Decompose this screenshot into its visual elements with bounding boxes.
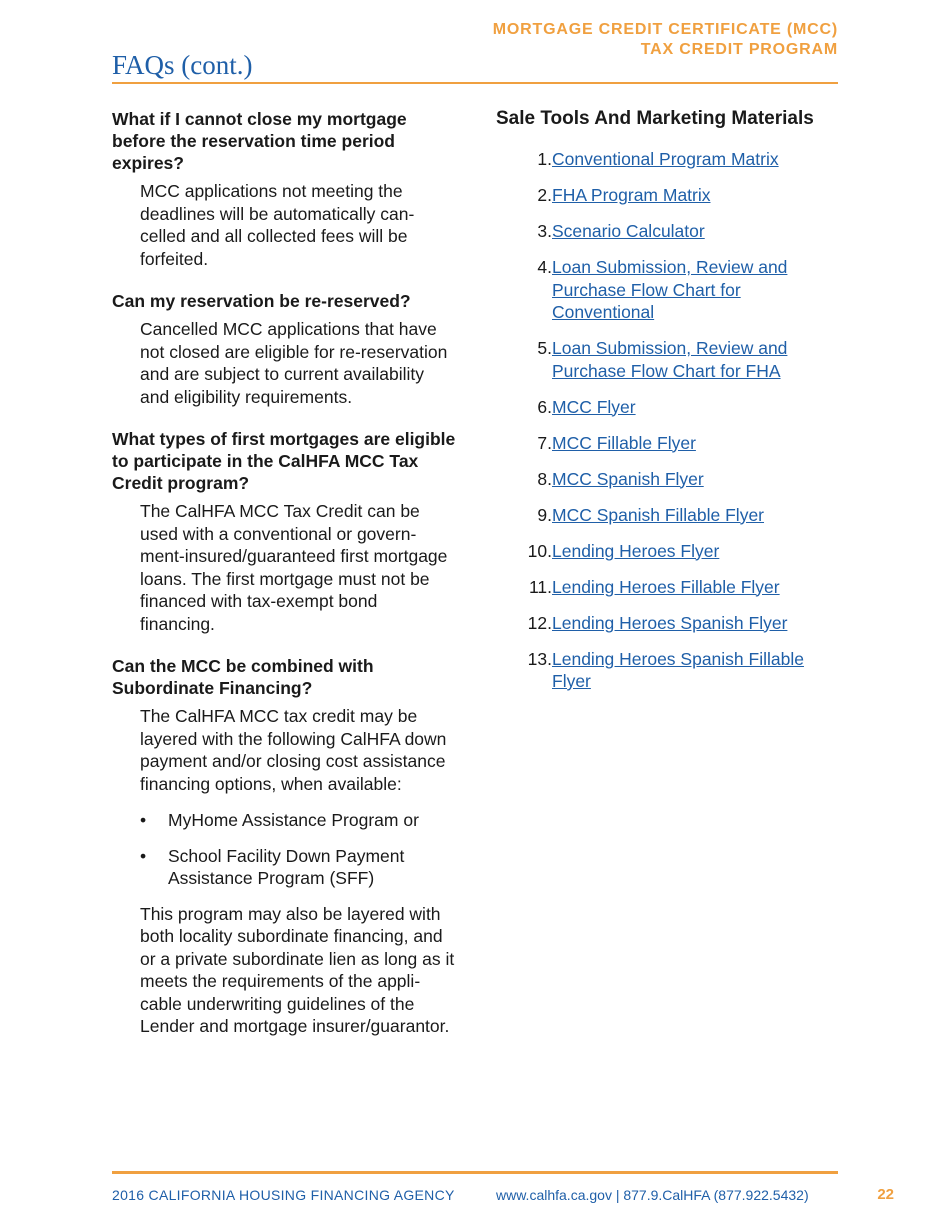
- tool-link[interactable]: FHA Program Matrix: [552, 185, 711, 205]
- faq-answer: The CalHFA MCC Tax Credit can be used with a conventional or govern-ment-insured/guaranteed first mortgage loans. The first mortgage must not be financed with tax-exempt bond financing.: [140, 501, 448, 634]
- tool-link[interactable]: Lending Heroes Fillable Flyer: [552, 576, 780, 597]
- footer-divider: [112, 1171, 838, 1174]
- item-number: 4.: [537, 257, 552, 277]
- item-number: 5.: [537, 338, 552, 358]
- faq-item: [112, 108, 457, 270]
- list-item: [496, 576, 841, 599]
- faq-item: [112, 655, 457, 1038]
- list-item: [496, 184, 841, 207]
- list-item: [496, 220, 841, 243]
- list-item-text: School Facility Down Payment Assistance Program (SFF): [168, 845, 405, 888]
- footer-contact: www.calhfa.ca.gov | 877.9.CalHFA (877.922.5432): [496, 1187, 809, 1203]
- list-item: [140, 845, 457, 890]
- tool-link[interactable]: Lending Heroes Flyer: [552, 540, 720, 561]
- list-item: [496, 504, 841, 527]
- item-number: 13.: [527, 648, 552, 669]
- tool-link[interactable]: Loan Submission, Review and Purchase Flow Chart for FHA: [552, 338, 788, 381]
- faq-question: Can my reservation be re-reserved?: [112, 291, 411, 311]
- tool-link[interactable]: Lending Heroes Spanish Flyer: [552, 612, 788, 633]
- tool-link[interactable]: Lending Heroes Spanish Fillable Flyer: [552, 648, 804, 691]
- faq-column: [112, 108, 457, 1058]
- list-item: [496, 612, 841, 635]
- faq-question: What if I cannot close my mortgage before the reservation time period expires?: [112, 109, 407, 173]
- item-number: 11.: [528, 576, 552, 597]
- footer-agency: 2016 CALIFORNIA HOUSING FINANCING AGENCY: [112, 1187, 455, 1203]
- tool-link[interactable]: Scenario Calculator: [552, 221, 705, 241]
- list-item: [496, 540, 841, 563]
- faq-item: [112, 428, 457, 635]
- financing-options-list: [140, 809, 457, 890]
- page-title: FAQs (cont.): [112, 50, 253, 80]
- item-number: 12.: [527, 612, 552, 633]
- item-number: 2.: [537, 185, 552, 205]
- header-divider: [112, 82, 838, 84]
- item-number: 10.: [527, 540, 552, 561]
- item-number: 8.: [537, 468, 552, 489]
- faq-item: [112, 290, 457, 408]
- list-item: [496, 432, 841, 455]
- item-number: 9.: [537, 504, 552, 525]
- list-item: [496, 337, 841, 382]
- tools-column: [496, 108, 841, 706]
- item-number: 6.: [537, 396, 552, 417]
- bullet-icon: •: [140, 810, 147, 830]
- item-number: 1.: [537, 149, 552, 169]
- faq-question: What types of first mortgages are eligible to participate in the CalHFA MCC Tax Credit program?: [112, 429, 456, 493]
- list-item: [496, 256, 841, 324]
- program-title-line1: MORTGAGE CREDIT CERTIFICATE (MCC): [492, 21, 838, 38]
- tools-list: [496, 148, 841, 693]
- tool-link[interactable]: Loan Submission, Review and Purchase Flow Chart for Conventional: [552, 257, 788, 322]
- tools-heading: Sale Tools And Marketing Materials: [496, 108, 814, 129]
- faq-answer-continued: This program may also be layered with both locality subordinate financing, and or a private subordinate lien as long as it meets the requirements of the appli-cable underwriting guidelines of the Lender and mortgage insurer/guarantor.: [140, 903, 455, 1036]
- list-item-text: MyHome Assistance Program or: [168, 810, 419, 830]
- item-number: 3.: [537, 221, 552, 241]
- item-number: 7.: [537, 432, 552, 453]
- tool-link[interactable]: MCC Spanish Fillable Flyer: [552, 504, 765, 525]
- program-title-line2: TAX CREDIT PROGRAM: [640, 41, 838, 58]
- faq-answer: MCC applications not meeting the deadlines will be automatically can-celled and all collected fees will be forfeited.: [140, 181, 415, 269]
- tool-link[interactable]: MCC Flyer: [552, 396, 636, 417]
- list-item: [496, 648, 841, 693]
- list-item: [496, 396, 841, 419]
- list-item: [140, 809, 457, 832]
- faq-answer: The CalHFA MCC tax credit may be layered with the following CalHFA down payment and/or closing cost assistance financing options, when available:: [140, 706, 447, 794]
- bullet-icon: •: [140, 845, 147, 866]
- page-number: 22: [877, 1186, 894, 1203]
- tool-link[interactable]: MCC Spanish Flyer: [552, 468, 704, 489]
- faq-answer: Cancelled MCC applications that have not closed are eligible for re-reservation and are subject to current availability and eligibility requirements.: [140, 319, 448, 407]
- list-item: [496, 148, 841, 171]
- program-header: [493, 20, 838, 60]
- tool-link[interactable]: MCC Fillable Flyer: [552, 432, 696, 453]
- faq-question: Can the MCC be combined with Subordinate Financing?: [112, 656, 374, 698]
- list-item: [496, 468, 841, 491]
- tool-link[interactable]: Conventional Program Matrix: [552, 149, 779, 169]
